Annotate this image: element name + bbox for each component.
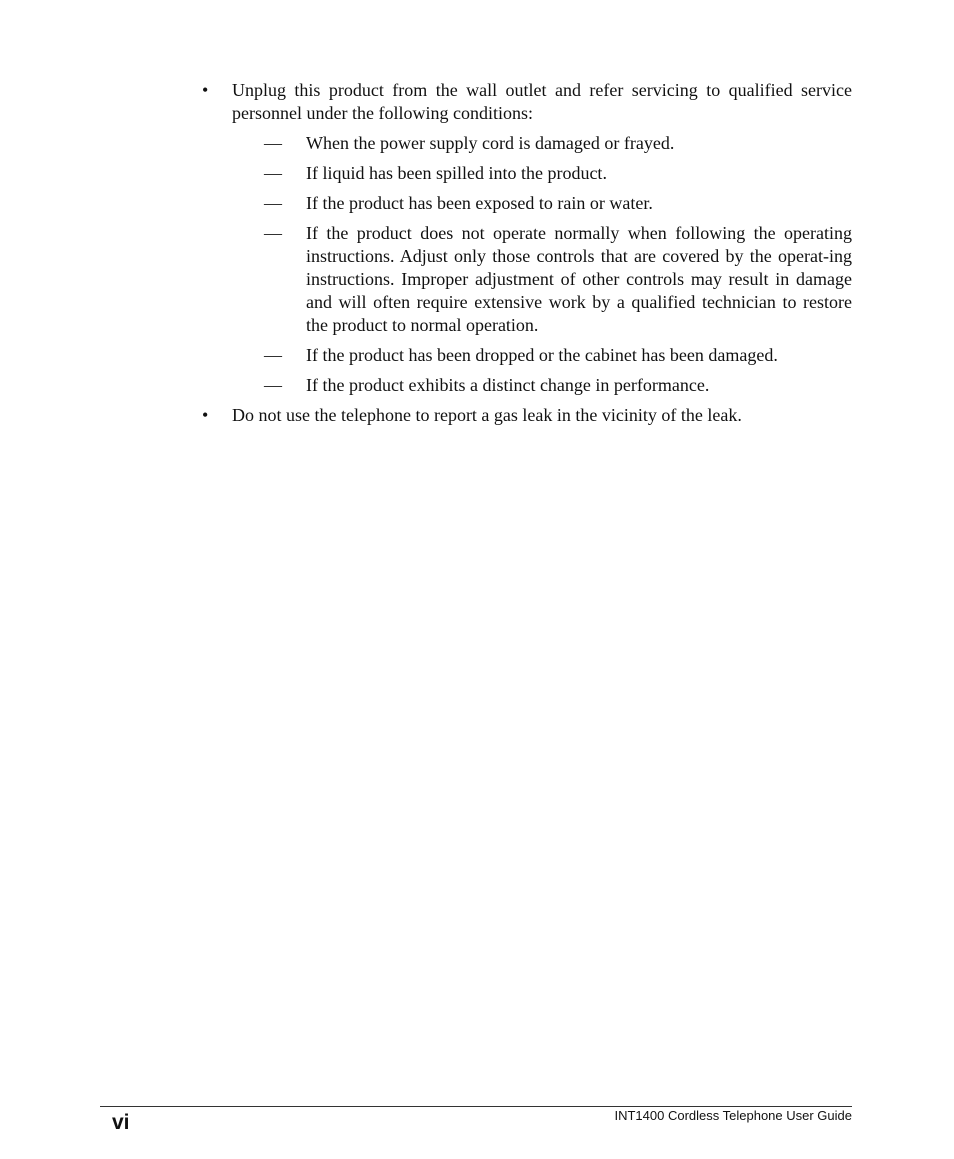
condition-item <box>200 222 852 337</box>
condition-item <box>200 374 852 397</box>
condition-text: If the product has been dropped or the cabinet has been damaged. <box>306 345 778 365</box>
bullet-text: Unplug this product from the wall outlet and refer servicing to qualified service personnel under the following conditions: <box>232 80 852 123</box>
dash-marker: — <box>264 375 282 395</box>
page-number: vi <box>112 1111 130 1134</box>
bullet-marker: • <box>202 80 209 100</box>
condition-text: When the power supply cord is damaged or frayed. <box>306 133 675 153</box>
bullet-item-unplug <box>200 79 852 125</box>
condition-text: If the product has been exposed to rain or water. <box>306 193 653 213</box>
dash-marker: — <box>264 345 282 365</box>
dash-marker: — <box>264 193 282 213</box>
dash-marker: — <box>264 163 282 183</box>
footer-divider <box>100 1106 852 1107</box>
bullet-item-gas-leak <box>200 404 852 427</box>
condition-text: If the product does not operate normally when following the operating instructions. Adjust only those controls that are covered by the operat-ing instructions. Improper adjustment of other controls may result in damage and will often require extensive work by a qualified technician to restore the product to normal operation. <box>306 223 852 335</box>
bullet-marker: • <box>202 405 209 425</box>
document-body <box>200 79 852 427</box>
condition-item <box>200 162 852 185</box>
condition-item <box>200 132 852 155</box>
condition-text: If liquid has been spilled into the product. <box>306 163 607 183</box>
condition-item <box>200 192 852 215</box>
condition-text: If the product exhibits a distinct change in performance. <box>306 375 710 395</box>
dash-marker: — <box>264 223 282 243</box>
dash-marker: — <box>264 133 282 153</box>
bullet-text: Do not use the telephone to report a gas leak in the vicinity of the leak. <box>232 405 742 425</box>
condition-item <box>200 344 852 367</box>
footer-document-title: INT1400 Cordless Telephone User Guide <box>614 1108 852 1123</box>
conditions-list <box>200 132 852 397</box>
